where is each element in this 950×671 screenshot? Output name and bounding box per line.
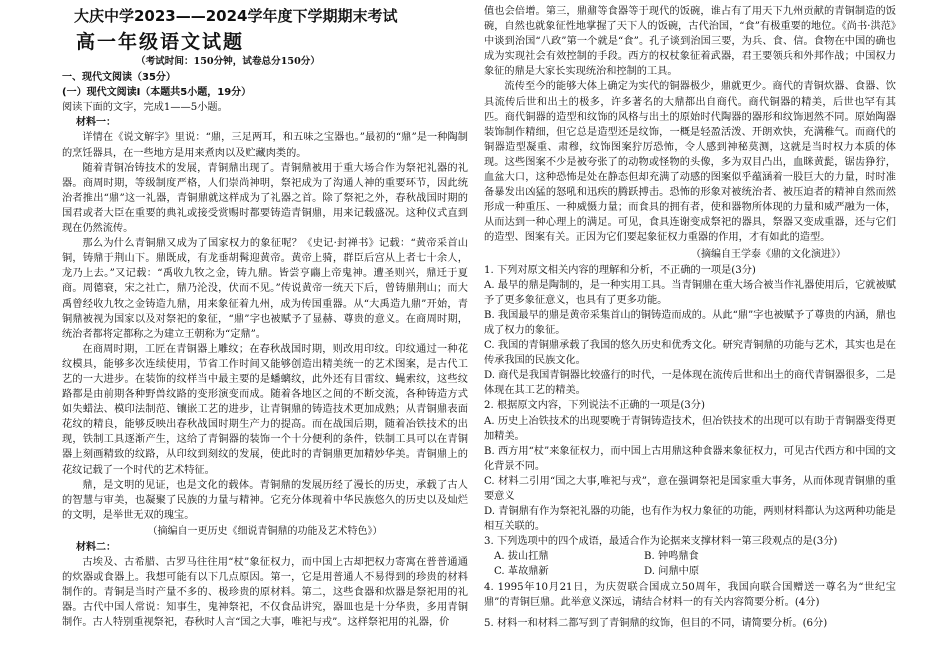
q2-option-d: D. 青铜鼎有作为祭祀礼器的功能，也有作为权力象征的功能，两则材料都认为这两种功能是相互关联的。 xyxy=(484,506,896,533)
question-1: 1. 下列对原文相关内容的理解和分析，不正确的一项是(3分) xyxy=(484,264,756,276)
left-column xyxy=(62,4,468,631)
m2-paragraph-1: 古埃及、古希腊、古罗马往往用“杖”象征权力，而中国上古却把权力寄寓在普普通通的炊器或食器上。我想可能有以下几点原因。第一，它是用普通人不易得到的珍贵的材料制作的。青铜是当时产量不多的、极珍贵的原材料。第二，这些食器和炊器是祭祀用的礼器。古代中国人常说：知事生，鬼神祭祀，不仅食品讲究，器皿也是十分华贵，多用青铜制作。古人特别重视祭祀，春秋时人言“国之大事，唯祀与戎”。这样祭祀用的礼器，价 xyxy=(62,557,468,629)
question-5: 5. 材料一和材料二都写到了青铜鼎的纹饰，但目的不同，请简要分析。(6分) xyxy=(484,617,828,629)
q3-choice-b: B. 钟鸣鼎食 xyxy=(644,551,699,563)
subsection-heading: (一）现代文阅读Ⅰ（本题共5小题，19分） xyxy=(62,87,252,99)
q1-option-a: A. 最早的鼎是陶制的，是一种实用工具。当青铜鼎在重大场合被当作礼器使用后，它就被赋予了更多象征意义，也具有了更多功能。 xyxy=(484,279,896,306)
q3-choice-c: C. 革故鼎新 xyxy=(494,566,549,578)
school-title: 大庆中学2023——2024学年度下学期期末考试 xyxy=(74,7,398,25)
instruction: 阅读下面的文字，完成1——5小题。 xyxy=(62,102,228,114)
m1-paragraph-4: 在商周时期，工匠在青铜器上雕纹；在春秋战国时期，则改用印纹。印纹通过一种花纹模具，能够多次连续使用，节省工作时间又能够创造出精美统一的艺术图案，是古代工艺的一大进步。在装饰的纹样当中最主要的是蟠螭纹，此外还有目雷纹、蝇索纹，这些纹路都是由前期各种野兽纹路的变形演变而成。随着各地区之间的不断交流，各种铸造方式如失蜡法、模印法制范、镶嵌工艺的进步，让青铜鼎的铸造技术更加成熟；从青铜鼎表面花纹的精良，能够反映出春秋战国时期生产力的提高。而在战国后期，随着冶铁技术的出现，铁制工具逐渐产生，这给了青铜器的装饰一个十分便利的条件，铁制工具可以在青铜器上刻画精致的纹路，从印纹到刻纹的发展，使此时的青铜鼎更加精妙华美。青铜鼎上的花纹记载了一个时代的艺术特征。 xyxy=(62,343,468,476)
section-heading: 一、现代文阅读（35分） xyxy=(62,72,176,84)
m1-paragraph-3: 那么为什么青铜鼎又成为了国家权力的象征呢？《史记·封禅书》记载：“黄帝采首山铜，铸鼎于荆山下。鼎既成，有龙垂胡髯迎黄帝。黄帝上骑，群臣后宫从上者七十余人，龙乃上去。”又记载：“禹收九牧之金，铸九鼎。皆尝亨鬺上帝鬼神。遭圣则兴，鼎迁于夏商。周德衰，宋之社亡，鼎乃沦没，伏而不见。”传说黄帝一统天下后，曾铸鼎荆山；而大禹曾经收九牧之金铸造九鼎，用来象征着九州，成为传国重器。从“大禹造九鼎”开始，青铜鼎被视为国家以及对祭祀的象征，“鼎”字也被赋予了显赫、尊贵的意义。在商周时期，统治者都将定都称之为建立王朝称为“定鼎”。 xyxy=(62,238,468,340)
exam-note: （考试时间：150分钟，试卷总分150分） xyxy=(136,56,320,67)
m2-source: （摘编自王学泰《鼎的文化演进》） xyxy=(691,248,846,260)
q1-option-d: D. 商代是我国青铜器比较盛行的时代，一是体现在流传后世和出土的商代青铜器很多，二是体现在其工艺的精美。 xyxy=(484,370,896,397)
m1-paragraph-2: 随着青铜冶铸技术的发展，青铜鼎出现了。青铜鼎被用于重大场合作为祭祀礼器的礼器。商周时期，等级制度严格，人们崇尚神明，祭祀成为了沟通人神的重要环节，因此统治者推出“鼎”这一礼器，青铜鼎就这样成为了礼器之首。除了祭祀之外，春秋战国时期的国君或者大臣在重要的典礼或接受赏赐时都要铸造青铜鼎，用来记载盛况。这种仪式直到现在仍然流传。 xyxy=(62,162,468,235)
m1-source: （摘编自一更历史《细说青铜鼎的功能及艺术特色》） xyxy=(147,525,383,537)
q1-option-c: C. 我国的青铜鼎承载了我国的悠久历史和优秀文化。研究青铜鼎的功能与艺术，其实也是在传承我国的民族文化。 xyxy=(484,340,896,367)
q3-choice-d: D. 问鼎中原 xyxy=(644,566,700,578)
exam-title: 高一年级语文试题 xyxy=(76,31,245,53)
q2-option-a: A. 历史上冶铁技术的出现要晚于青铜铸造技术，但冶铁技术的出现可以有助于青铜器变得更加精美。 xyxy=(484,415,896,442)
q3-choices xyxy=(494,549,896,579)
m2-paragraph-2: 流传至今的能够大体上确定为实代的铜器极少，鼎就更少。商代的青铜炊器、食器、饮具流传后世和出土的极多，许多著名的大鼎都出自商代。商代铜器的精美，后世也罕有其匹。商代铜器的造型和纹饰的风格与出土的原始时代陶器的器形和纹饰迥然不同。原始陶器装饰制作精细，但它总是造型还是纹饰，一概是轻盈活泼、开朗欢快，充满稚气。而商代的铜器造型凝重、肃穆，纹饰图案狞厉恐怖，令人感到神秘莫测，这就是当时权力本质的体现。这些图案不少是被夸张了的动物或怪物的头像，多为双目凸出，血眯黄髭，锯齿狰狞，血盆大口，这种恐怖是处在静态但却充满了动感的图案似乎蕴涵着一股巨大的力量，时时准备暴发出凶猛的怒吼和迅疾的腾跃搏击。恐怖的形象对被统治者、被压迫者的精神自然而然形成一种重压、一种威慑力量；而食具的拥有者，使和器物所体现的力量和威严融为一体，从而达到一种心理上的满足。可见，食具连谢变成祭祀的器具，祭器又变成重器，还与它们的造型、图案有关。正因为它们要起象征权力重器的作用，才有如此的造型。 xyxy=(484,81,896,244)
q2-option-c: C. 材料二引用“国之大事,唯祀与戎”，意在强调祭祀是国家重大事务，从而体现青铜鼎的重要意义 xyxy=(484,475,896,502)
question-4: 4. 1995年10月21日，为庆贺联合国成立50周年，我国向联合国赠送一尊名为“世纪宝鼎”的青铜巨鼎。此举意义深远，请结合材料一的有关内容简要分析。(4分) xyxy=(484,581,896,608)
question-2: 2. 根据原文内容，下列说法不正确的一项是(3分) xyxy=(484,400,705,412)
q1-option-b: B. 我国最早的鼎是黄帝采集首山的铜铸造而成的。从此“鼎”字也被赋予了尊贵的内涵，鼎也成了权力的象征。 xyxy=(484,309,896,336)
m1-paragraph-5: 鼎，是文明的见证，也是文化的载体。青铜鼎的发展历经了漫长的历史，承载了古人的智慧与审美，也凝聚了民族的力量与精神。它充分体现着中华民族悠久的历史以及灿烂的文明，是举世无双的瑰宝。 xyxy=(62,479,468,521)
question-3: 3. 下列选项中的四个成语，最适合作为论据来支撑材料一第三段观点的是(3分) xyxy=(484,536,838,548)
q3-choice-a: A. 拔山扛鼎 xyxy=(494,551,549,563)
material2-label: 材料二： xyxy=(76,542,116,553)
right-column xyxy=(484,4,896,631)
m1-paragraph-1: 详情在《说文解字》里说：“鼎，三足两耳，和五味之宝器也。”最初的“鼎”是一种陶制的烹饪器具，在一些地方是用来煮肉以及贮藏肉类的。 xyxy=(62,132,468,159)
q2-option-b: B. 西方用“杖”来象征权力，而中国上古用鼎这种食器来象征权力，可见古代西方和中国的文化背景不同。 xyxy=(484,445,896,472)
material1-label: 材料一： xyxy=(76,117,116,129)
m2-paragraph-cont: 值也会倍增。第三，鼎鼐等食器等于现代的饭碗，谁占有了用天下九州贡献的青铜制造的饭碗，自然也就象征性地掌握了天下人的饭碗，古代治国，“食”有极重要的地位。《尚书·洪范》中谈到治国“八政”第一个就是“食”。孔子谈到治国三要，为兵、食、信。食物在中国的确也成为实现社会有效控制的手段。西方的权杖象征着武器，君王要领兵和外邦作战；中国权力象征的鼎是大家长实现统治和控制的工具。 xyxy=(484,6,896,78)
